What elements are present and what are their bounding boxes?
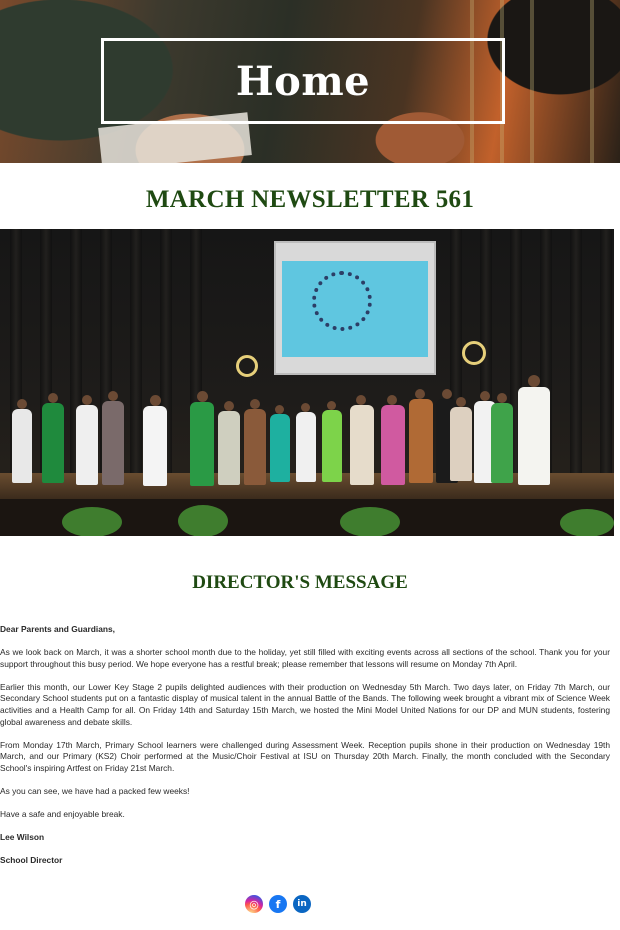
director-message-heading: DIRECTOR'S MESSAGE: [192, 572, 408, 593]
stage-photo: [0, 229, 614, 536]
hero-title-frame: [101, 38, 505, 124]
newsletter-title: MARCH NEWSLETTER 561: [145, 186, 475, 213]
letter-paragraph: Have a safe and enjoyable break.: [0, 809, 125, 820]
social-links: [245, 895, 311, 913]
projector-screen: [274, 241, 436, 375]
facebook-icon[interactable]: f: [269, 895, 287, 913]
letter-paragraph: As we look back on March, it was a shorter school month due to the holiday, yet still filled with exciting events across all sections of the school. Thank you for your support throughout this busy period. We hope everyone has a restful break; please remember that lessons will resume on Monday 7th April.: [0, 647, 610, 669]
hero-banner: [0, 0, 620, 163]
letter-greeting: Dear Parents and Guardians,: [0, 624, 115, 634]
signature-name: Lee Wilson: [0, 832, 45, 843]
director-letter: [0, 624, 610, 878]
instagram-icon[interactable]: ◎: [245, 895, 263, 913]
linkedin-icon[interactable]: in: [293, 895, 311, 913]
letter-paragraph: From Monday 17th March, Primary School learners were challenged during Assessment Week. Reception pupils shone in their production on Wednesday 19th March, and our Primary (KS2) Choir performed at the Music/Choir Festival at ISU on Thursday 20th March. Finally, the month concluded with the Secondary School's inspiring Artfest on Friday 21st March.: [0, 739, 610, 773]
letter-paragraph: As you can see, we have had a packed few weeks!: [0, 785, 190, 796]
page-title: Home: [235, 57, 371, 105]
letter-paragraph: Earlier this month, our Lower Key Stage 2 pupils delighted audiences with their production on Wednesday 5th March. Two days later, on Friday 7th March, our Secondary School students put on a fantastic display of musical talent in the annual Battle of the Bands. The following week brought a vibrant mix of Science Week activities and a Health Camp for all. On Friday 14th and Saturday 15th March, we hosted the Mini Model United Nations for our DP and MUN students, fostering global awareness and debate skills.: [0, 681, 610, 727]
signature-role: School Director: [0, 855, 63, 866]
